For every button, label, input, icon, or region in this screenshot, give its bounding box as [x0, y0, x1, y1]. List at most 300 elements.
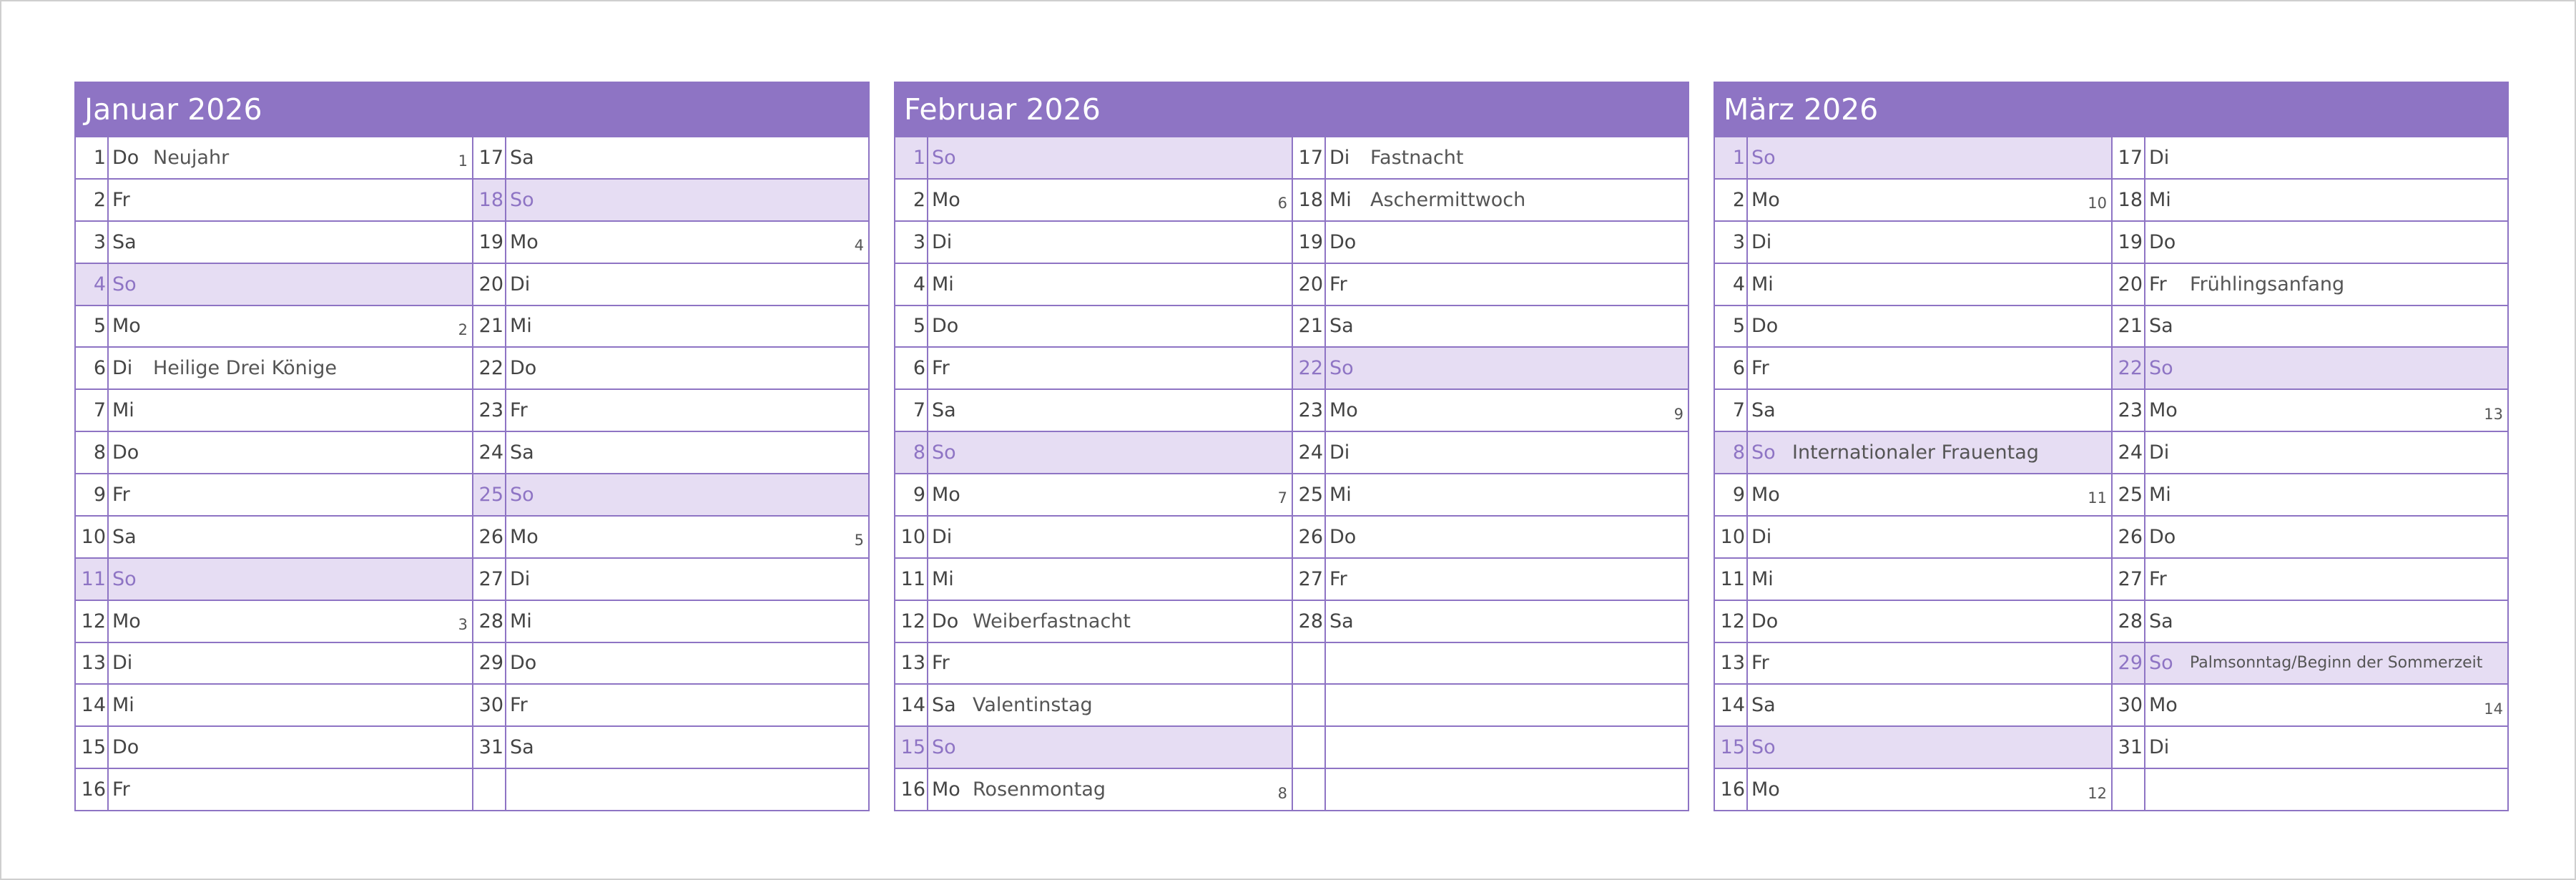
holiday-label: Frühlingsanfang [2190, 273, 2345, 295]
weekday-label: Sa [510, 441, 534, 464]
weekday-label: Do [932, 610, 959, 632]
day-row [1293, 263, 1688, 305]
day-row [2113, 725, 2507, 768]
holiday-label: Aschermittwoch [1370, 188, 1526, 211]
day-number: 29 [2113, 643, 2145, 684]
day-row [1715, 178, 2111, 220]
weekday-label: Do [510, 652, 537, 675]
weekday-label: Fr [2149, 273, 2167, 295]
day-number [1293, 769, 1326, 810]
weekday-label: Do [112, 441, 139, 464]
weekday-label: Mo [932, 188, 960, 211]
day-number: 21 [1293, 306, 1326, 347]
day-number: 8 [1715, 432, 1748, 473]
week-number: 10 [2088, 195, 2107, 212]
holiday-label: Valentinstag [973, 694, 1093, 717]
weekday-label: Sa [510, 146, 534, 169]
weekday-label: So [2149, 357, 2173, 380]
day-row [895, 346, 1292, 388]
day-number: 1 [1715, 137, 1748, 178]
weekday-label: So [932, 146, 956, 169]
day-row [1715, 642, 2111, 684]
day-number: 10 [1715, 517, 1748, 557]
weekday-label: So [2149, 652, 2173, 675]
day-number: 20 [2113, 264, 2145, 305]
day-row [2113, 178, 2507, 220]
day-number: 5 [76, 306, 109, 347]
day-row [2113, 683, 2507, 725]
weekday-label: Fr [932, 357, 950, 380]
empty-day-row [1293, 642, 1688, 684]
weekday-label: So [1751, 146, 1776, 169]
day-number: 21 [2113, 306, 2145, 347]
day-number: 20 [473, 264, 506, 305]
day-row [895, 557, 1292, 600]
day-number: 2 [895, 180, 928, 220]
day-row [895, 515, 1292, 557]
weekday-label: Di [510, 567, 531, 590]
day-number: 27 [1293, 559, 1326, 600]
day-row [76, 431, 472, 473]
day-row [1715, 473, 2111, 515]
day-number: 14 [895, 685, 928, 725]
day-number: 13 [895, 643, 928, 684]
week-number: 4 [854, 236, 864, 254]
day-row [895, 178, 1292, 220]
day-number: 17 [473, 137, 506, 178]
weekday-label: Do [1329, 230, 1357, 253]
day-row [1293, 388, 1688, 431]
weekday-label: Mo [932, 778, 960, 801]
day-number: 19 [473, 222, 506, 263]
day-number: 7 [895, 390, 928, 431]
day-row [473, 642, 868, 684]
day-number: 25 [2113, 474, 2145, 515]
day-row [76, 220, 472, 263]
day-row [1715, 557, 2111, 600]
day-number: 17 [2113, 137, 2145, 178]
weekday-label: Fr [1329, 567, 1347, 590]
day-number: 15 [76, 727, 109, 768]
day-row [895, 388, 1292, 431]
weekday-label: So [1751, 441, 1776, 464]
day-number [1293, 685, 1326, 725]
weekday-label: Di [510, 273, 531, 295]
day-row [895, 263, 1292, 305]
day-row [473, 305, 868, 347]
day-number: 6 [895, 348, 928, 388]
day-row [473, 557, 868, 600]
weekday-label: Do [1751, 610, 1779, 632]
sunday-row [1715, 136, 2111, 178]
weekday-label: Fr [112, 778, 130, 801]
weekday-label: Do [2149, 230, 2176, 253]
weekday-label: Sa [1751, 694, 1776, 717]
day-number [2113, 769, 2145, 810]
day-row [2113, 600, 2507, 642]
day-number: 1 [895, 137, 928, 178]
day-number: 14 [76, 685, 109, 725]
day-row [473, 388, 868, 431]
day-row [473, 431, 868, 473]
day-row [76, 136, 472, 178]
day-number: 3 [895, 222, 928, 263]
day-row [76, 725, 472, 768]
month-title: Februar 2026 [895, 83, 1688, 136]
weekday-label: So [932, 441, 956, 464]
day-number: 26 [2113, 517, 2145, 557]
weekday-label: Do [112, 146, 139, 169]
sunday-row [76, 263, 472, 305]
day-number: 5 [895, 306, 928, 347]
day-number: 16 [895, 769, 928, 810]
day-number: 2 [76, 180, 109, 220]
day-row [895, 683, 1292, 725]
weekday-label: Mo [1329, 399, 1358, 422]
day-number: 28 [2113, 601, 2145, 642]
day-number: 19 [1293, 222, 1326, 263]
weekday-label: Sa [1329, 315, 1354, 338]
day-row [1293, 136, 1688, 178]
day-number: 6 [76, 348, 109, 388]
week-number: 7 [1277, 489, 1287, 507]
day-number: 4 [895, 264, 928, 305]
weekday-label: Mo [1751, 188, 1780, 211]
week-number: 14 [2484, 700, 2503, 718]
weekday-label: Do [510, 357, 537, 380]
day-row [1715, 263, 2111, 305]
week-number: 9 [1673, 405, 1683, 423]
day-row [2113, 263, 2507, 305]
weekday-label: Sa [112, 230, 137, 253]
weekday-label: Sa [2149, 610, 2173, 632]
day-row [1293, 557, 1688, 600]
holiday-label: Internationaler Frauentag [1792, 441, 2039, 464]
weekday-label: Fr [510, 694, 528, 717]
empty-day-row [1293, 683, 1688, 725]
weekday-label: Mi [2149, 188, 2171, 211]
day-row [76, 515, 472, 557]
day-row [1715, 388, 2111, 431]
day-row [2113, 388, 2507, 431]
day-number: 11 [895, 559, 928, 600]
weekday-label: Di [1751, 230, 1772, 253]
day-number: 18 [1293, 180, 1326, 220]
weekday-label: Fr [1329, 273, 1347, 295]
weekday-label: Mo [2149, 399, 2178, 422]
week-number: 8 [1277, 784, 1287, 802]
day-number: 23 [2113, 390, 2145, 431]
weekday-label: Sa [112, 525, 137, 548]
weekday-label: Fr [1751, 652, 1769, 675]
sunday-row [895, 431, 1292, 473]
weekday-label: So [112, 567, 137, 590]
day-number: 10 [895, 517, 928, 557]
day-number: 7 [1715, 390, 1748, 431]
empty-day-row [2113, 768, 2507, 810]
sunday-row [473, 178, 868, 220]
day-row [76, 642, 472, 684]
weekday-label: Do [932, 315, 959, 338]
weekday-label: Fr [510, 399, 528, 422]
day-row [2113, 136, 2507, 178]
weekday-label: Di [1329, 146, 1350, 169]
day-number: 22 [473, 348, 506, 388]
day-number: 2 [1715, 180, 1748, 220]
holiday-label: Palmsonntag/Beginn der Sommerzeit [2190, 654, 2483, 673]
day-row [76, 305, 472, 347]
week-number: 3 [458, 615, 468, 633]
weekday-label: Mi [112, 694, 134, 717]
day-number: 23 [473, 390, 506, 431]
sunday-row [2113, 346, 2507, 388]
day-number: 22 [2113, 348, 2145, 388]
weekday-label: Mo [112, 610, 141, 632]
weekday-label: Mi [932, 273, 954, 295]
day-number: 4 [1715, 264, 1748, 305]
day-row [1715, 346, 2111, 388]
day-number: 14 [1715, 685, 1748, 725]
day-row [1293, 473, 1688, 515]
day-row [76, 178, 472, 220]
day-row [76, 768, 472, 810]
weekday-label: Mo [510, 525, 539, 548]
day-row [1715, 600, 2111, 642]
weekday-label: Mi [1751, 273, 1774, 295]
weekday-label: Mi [932, 567, 954, 590]
day-row [1715, 515, 2111, 557]
sunday-row [2113, 642, 2507, 684]
day-number: 6 [1715, 348, 1748, 388]
day-number: 27 [473, 559, 506, 600]
day-number [473, 769, 506, 810]
sunday-row [895, 136, 1292, 178]
holiday-label: Rosenmontag [973, 778, 1106, 801]
day-row [2113, 305, 2507, 347]
day-number: 12 [895, 601, 928, 642]
day-row [473, 136, 868, 178]
day-row [473, 515, 868, 557]
week-number: 13 [2484, 405, 2503, 423]
weekday-label: Di [2149, 146, 2170, 169]
weekday-label: Mo [2149, 694, 2178, 717]
day-number: 27 [2113, 559, 2145, 600]
day-number: 11 [76, 559, 109, 600]
weekday-label: Fr [2149, 567, 2167, 590]
weekday-label: Mo [510, 230, 539, 253]
weekday-label: Sa [1751, 399, 1776, 422]
day-number: 31 [2113, 727, 2145, 768]
day-number: 18 [2113, 180, 2145, 220]
weekday-label: Mo [1751, 778, 1780, 801]
week-number: 1 [458, 152, 468, 170]
weekday-label: Di [932, 525, 953, 548]
weekday-label: Di [1751, 525, 1772, 548]
weekday-label: Mi [510, 315, 532, 338]
holiday-label: Weiberfastnacht [973, 610, 1131, 632]
month-title: Januar 2026 [76, 83, 868, 136]
day-number: 16 [1715, 769, 1748, 810]
day-number: 25 [1293, 474, 1326, 515]
day-row [1715, 768, 2111, 810]
day-number: 26 [473, 517, 506, 557]
day-row [895, 220, 1292, 263]
weekday-label: Di [932, 230, 953, 253]
day-row [76, 346, 472, 388]
week-number: 11 [2088, 489, 2107, 507]
weekday-label: Mi [112, 399, 134, 422]
weekday-label: Sa [2149, 315, 2173, 338]
day-row [473, 600, 868, 642]
month-block [1714, 82, 2509, 811]
day-row [2113, 473, 2507, 515]
day-row [1293, 515, 1688, 557]
sunday-row [1293, 346, 1688, 388]
day-row [895, 473, 1292, 515]
day-number: 22 [1293, 348, 1326, 388]
weekday-label: Sa [932, 399, 956, 422]
day-row [2113, 557, 2507, 600]
month-title: März 2026 [1715, 83, 2507, 136]
day-number: 5 [1715, 306, 1748, 347]
day-row [473, 346, 868, 388]
day-number [1293, 643, 1326, 684]
month-columns [76, 136, 868, 810]
day-row [895, 305, 1292, 347]
day-row [1715, 683, 2111, 725]
sunday-row [1715, 431, 2111, 473]
sunday-row [76, 557, 472, 600]
day-row [473, 220, 868, 263]
month-columns [1715, 136, 2507, 810]
day-row [76, 600, 472, 642]
day-number: 8 [76, 432, 109, 473]
day-number: 12 [1715, 601, 1748, 642]
holiday-label: Heilige Drei Könige [153, 357, 337, 380]
day-number: 25 [473, 474, 506, 515]
weekday-label: Do [1329, 525, 1357, 548]
day-number: 28 [473, 601, 506, 642]
day-number: 11 [1715, 559, 1748, 600]
day-row [1293, 220, 1688, 263]
day-row [1293, 305, 1688, 347]
day-column [1715, 136, 2111, 810]
day-number: 10 [76, 517, 109, 557]
weekday-label: Mi [1751, 567, 1774, 590]
weekday-label: Fr [1751, 357, 1769, 380]
day-number [1293, 727, 1326, 768]
weekday-label: Sa [510, 736, 534, 759]
weekday-label: Mi [510, 610, 532, 632]
day-row [1293, 600, 1688, 642]
weekday-label: So [112, 273, 137, 295]
sunday-row [1715, 725, 2111, 768]
weekday-label: Fr [112, 188, 130, 211]
empty-day-row [473, 768, 868, 810]
day-row [473, 683, 868, 725]
day-number: 24 [2113, 432, 2145, 473]
weekday-label: Mo [932, 483, 960, 506]
weekday-label: Di [112, 357, 133, 380]
week-number: 12 [2088, 784, 2107, 802]
day-number: 17 [1293, 137, 1326, 178]
day-number: 19 [2113, 222, 2145, 263]
day-row [1293, 178, 1688, 220]
weekday-label: So [1329, 357, 1354, 380]
day-number: 24 [1293, 432, 1326, 473]
holiday-label: Fastnacht [1370, 146, 1464, 169]
day-number: 7 [76, 390, 109, 431]
weekday-label: So [510, 483, 534, 506]
day-number: 18 [473, 180, 506, 220]
day-number: 15 [895, 727, 928, 768]
month-block [894, 82, 1689, 811]
day-row [76, 473, 472, 515]
day-number: 24 [473, 432, 506, 473]
day-number: 13 [76, 643, 109, 684]
day-number: 8 [895, 432, 928, 473]
day-number: 31 [473, 727, 506, 768]
weekday-label: So [510, 188, 534, 211]
month-block [74, 82, 870, 811]
day-number: 15 [1715, 727, 1748, 768]
week-number: 5 [854, 532, 864, 549]
week-number: 2 [458, 321, 468, 338]
day-column [2111, 136, 2507, 810]
weekday-label: Di [2149, 736, 2170, 759]
day-number: 16 [76, 769, 109, 810]
week-number: 6 [1277, 195, 1287, 212]
day-number: 9 [76, 474, 109, 515]
day-number: 30 [473, 685, 506, 725]
weekday-label: So [1751, 736, 1776, 759]
weekday-label: Do [2149, 525, 2176, 548]
day-number: 1 [76, 137, 109, 178]
weekday-label: So [932, 736, 956, 759]
day-number: 23 [1293, 390, 1326, 431]
day-row [473, 263, 868, 305]
weekday-label: Mi [2149, 483, 2171, 506]
weekday-label: Fr [112, 483, 130, 506]
day-column [895, 136, 1292, 810]
day-row [1293, 431, 1688, 473]
day-row [895, 642, 1292, 684]
day-row [2113, 431, 2507, 473]
day-number: 13 [1715, 643, 1748, 684]
sunday-row [473, 473, 868, 515]
day-column [472, 136, 868, 810]
weekday-label: Mo [112, 315, 141, 338]
holiday-label: Neujahr [153, 146, 230, 169]
weekday-label: Mi [1329, 188, 1352, 211]
day-number: 4 [76, 264, 109, 305]
day-number: 26 [1293, 517, 1326, 557]
day-number: 9 [895, 474, 928, 515]
weekday-label: Di [1329, 441, 1350, 464]
day-number: 3 [76, 222, 109, 263]
day-number: 9 [1715, 474, 1748, 515]
day-column [1292, 136, 1688, 810]
weekday-label: Di [112, 652, 133, 675]
weekday-label: Fr [932, 652, 950, 675]
weekday-label: Sa [932, 694, 956, 717]
day-number: 21 [473, 306, 506, 347]
day-row [2113, 220, 2507, 263]
weekday-label: Mo [1751, 483, 1780, 506]
day-row [1715, 220, 2111, 263]
empty-day-row [1293, 768, 1688, 810]
weekday-label: Do [1751, 315, 1779, 338]
